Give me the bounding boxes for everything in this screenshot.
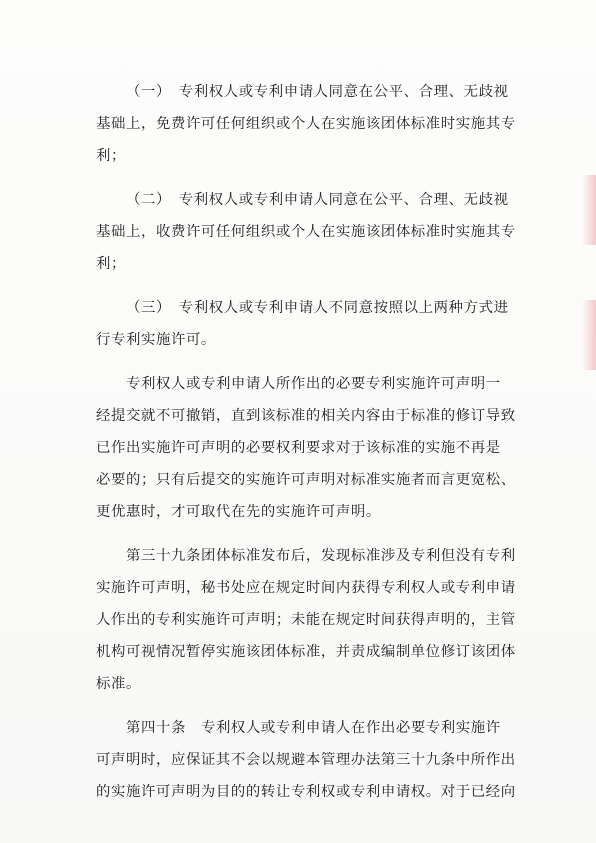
seal-edge-mark [582, 175, 596, 245]
text-line: 专利权人或专利申请人所作出的必要专利实施许可声明一 [126, 376, 501, 392]
paragraph-declaration [96, 368, 516, 528]
text-line: （一） 专利权人或专利申请人同意在公平、合理、无歧视 [126, 84, 509, 100]
text-line: 标准。 [96, 676, 141, 692]
text-line: 第四十条 专利权人或专利申请人在作出必要专利实施许 [126, 720, 501, 736]
article-40 [96, 712, 516, 808]
text-line: 利； [96, 256, 126, 272]
paragraph-item-2 [96, 184, 516, 280]
text-line: 行专利实施许可。 [96, 332, 216, 348]
text-line: （二） 专利权人或专利申请人同意在公平、合理、无歧视 [126, 192, 509, 208]
text-line: 机构可视情况暂停实施该团体标准，并责成编制单位修订该团体 [96, 644, 516, 660]
text-line: 必要的；只有后提交的实施许可声明对标准实施者而言更宽松、 [96, 472, 516, 488]
document-body [96, 76, 516, 820]
text-line: 可声明时，应保证其不会以规避本管理办法第三十九条中所作出 [96, 752, 516, 768]
text-line: 的实施许可声明为目的的转让专利权或专利申请权。对于已经向 [96, 784, 516, 800]
paragraph-item-3 [96, 292, 512, 356]
text-line: 经提交就不可撤销，直到该标准的相关内容由于标准的修订导致 [96, 408, 516, 424]
text-line: 基础上，免费许可任何组织或个人在实施该团体标准时实施其专 [96, 116, 516, 132]
seal-edge-mark [582, 300, 596, 370]
text-line: 已作出实施许可声明的必要权利要求对于该标准的实施不再是 [96, 440, 501, 456]
text-line: 利； [96, 148, 126, 164]
text-line: 人作出的专利实施许可声明；未能在规定时间获得声明的，主管 [96, 612, 516, 628]
text-line: 更优惠时，才可取代在先的实施许可声明。 [96, 504, 381, 520]
paragraph-item-1 [96, 76, 516, 172]
text-line: 第三十九条团体标准发布后，发现标准涉及专利但没有专利 [126, 548, 516, 564]
text-line: 实施许可声明，秘书处应在规定时间内获得专利权人或专利申请 [96, 580, 516, 596]
text-line: （三） 专利权人或专利申请人不同意按照以上两种方式进 [126, 300, 509, 316]
text-line: 基础上，收费许可任何组织或个人在实施该团体标准时实施其专 [96, 224, 516, 240]
article-39 [96, 540, 516, 700]
